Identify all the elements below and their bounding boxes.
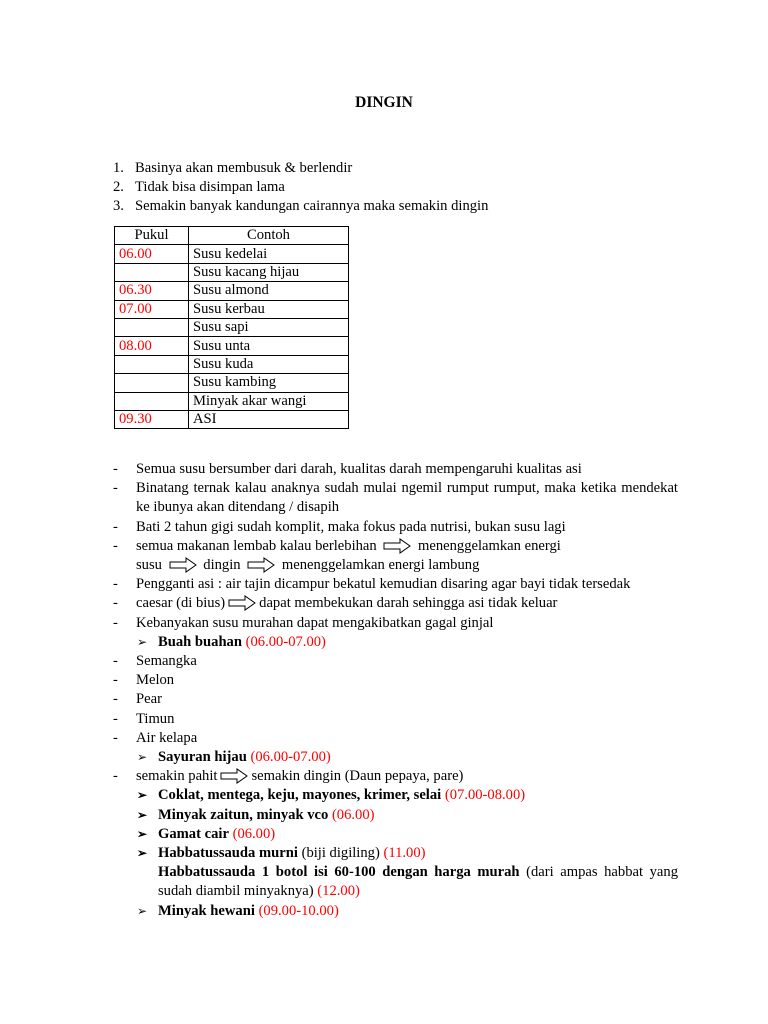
bullet-text: Binatang ternak kalau anaknya sudah mulai ngemil rumput rumput, maka ketika mendekat ke ibunya akan ditendang / disapih (136, 480, 678, 516)
time-cell: 08.00 (115, 337, 189, 355)
table-row (115, 318, 349, 336)
sub-item (113, 902, 678, 921)
right-arrow-icon (247, 557, 275, 573)
sub-item-title: Habbatussauda murni (158, 845, 298, 862)
sub-item-note: (biji digiling) (301, 845, 380, 862)
sub-item (113, 748, 678, 767)
list-item (113, 729, 678, 748)
table-row (115, 355, 349, 373)
time-range: (06.00-07.00) (250, 749, 331, 766)
arrow-bullet-icon: ➢ (137, 846, 148, 861)
bullet-text: Pengganti asi : air tajin dicampur bekatul kemudian disaring agar bayi tidak tersedak (136, 576, 631, 593)
list-item (113, 479, 678, 517)
bullet-text: susu (136, 557, 162, 574)
right-arrow-icon (169, 557, 197, 573)
time-range: (06.00) (232, 825, 276, 842)
time-range: (06.00) (331, 806, 375, 823)
dash-marker: - (113, 537, 118, 554)
fruit-text: Melon (136, 672, 175, 689)
sub-item-continuation (113, 863, 678, 901)
table-header-pukul: Pukul (115, 227, 189, 245)
bullet-text: semakin dingin (Daun pepaya, pare) (251, 768, 464, 785)
time-cell: 06.00 (115, 245, 189, 263)
list-item (113, 767, 678, 786)
example-cell: Susu unta (189, 337, 349, 355)
bullet-text: dingin (203, 557, 241, 574)
list-item (113, 594, 678, 613)
table-row (115, 410, 349, 428)
table-row (115, 245, 349, 263)
sub-item (113, 825, 678, 844)
notes-list (113, 460, 678, 921)
dash-marker: - (113, 614, 118, 631)
table-row (115, 263, 349, 281)
sub-item-note: (dari ampas habbat yang sudah diambil minyaknya) (158, 864, 678, 900)
time-cell (115, 374, 189, 392)
table-header-contoh: Contoh (189, 227, 349, 245)
time-range: (06.00-07.00) (245, 633, 326, 650)
time-cell: 06.30 (115, 282, 189, 300)
time-cell: 09.30 (115, 410, 189, 428)
list-text: Basinya akan membusuk & berlendir (135, 160, 353, 176)
dash-marker: - (113, 480, 118, 497)
dash-marker: - (113, 710, 118, 727)
schedule-table (114, 226, 349, 429)
time-cell (115, 355, 189, 373)
list-item (113, 460, 678, 479)
example-cell: Minyak akar wangi (189, 392, 349, 410)
arrow-bullet-icon: ➢ (137, 807, 148, 822)
sub-item-title: Coklat, mentega, keju, mayones, krimer, selai (158, 787, 442, 804)
list-item (113, 197, 488, 216)
example-cell: Susu kerbau (189, 300, 349, 318)
right-arrow-icon (220, 768, 248, 784)
page-title: DINGIN (355, 94, 413, 111)
fruit-text: Semangka (136, 653, 197, 670)
sub-item-title: Minyak hewani (158, 902, 255, 919)
time-cell: 07.00 (115, 300, 189, 318)
sub-item (113, 786, 678, 805)
bullet-text: Bati 2 tahun gigi sudah komplit, maka fokus pada nutrisi, bukan susu lagi (136, 518, 566, 535)
bullet-text: menenggelamkan energi lambung (281, 557, 480, 574)
list-item (113, 614, 678, 633)
sub-item (113, 633, 678, 652)
dash-marker: - (113, 768, 118, 785)
example-cell: Susu kacang hijau (189, 263, 349, 281)
fruit-text: Air kelapa (136, 729, 198, 746)
list-item (113, 159, 488, 178)
table-row (115, 300, 349, 318)
dash-marker: - (113, 461, 118, 477)
arrow-bullet-icon: ➢ (137, 634, 148, 649)
dash-marker: - (113, 595, 118, 612)
dash-marker: - (113, 729, 118, 746)
example-cell: Susu sapi (189, 318, 349, 336)
list-item (113, 690, 678, 709)
fruit-text: Timun (136, 710, 175, 727)
sub-item-title: Minyak zaitun, minyak vco (158, 806, 329, 823)
bullet-text: semakin pahit (136, 768, 218, 785)
time-cell (115, 392, 189, 410)
sub-item-title: Sayuran hijau (158, 749, 247, 766)
example-cell: Susu kuda (189, 355, 349, 373)
list-item (113, 575, 678, 594)
example-cell: ASI (189, 410, 349, 428)
list-text: Semakin banyak kandungan cairannya maka semakin dingin (135, 198, 489, 215)
bullet-text: semua makanan lembab kalau berlebihan (136, 537, 377, 554)
list-text: Tidak bisa disimpan lama (135, 179, 285, 196)
arrow-bullet-icon: ➢ (137, 750, 148, 765)
dash-marker: - (113, 518, 118, 535)
bullet-text: Semua susu bersumber dari darah, kualitas darah mempengaruhi kualitas asi (136, 461, 582, 477)
numbered-list (113, 159, 488, 217)
example-cell: Susu kambing (189, 374, 349, 392)
time-cell (115, 263, 189, 281)
dash-marker: - (113, 691, 118, 708)
sub-item (113, 844, 678, 863)
time-range: (12.00) (317, 883, 360, 900)
list-number: 3. (113, 198, 124, 215)
list-number: 1. (113, 160, 124, 176)
list-item (113, 537, 678, 556)
list-number: 2. (113, 179, 124, 196)
bullet-continuation (113, 556, 678, 575)
bullet-text: menenggelamkan energi (418, 537, 561, 554)
right-arrow-icon (383, 538, 411, 554)
sub-item (113, 806, 678, 825)
time-range: (07.00-08.00) (444, 787, 526, 804)
table-row (115, 337, 349, 355)
bullet-text: Kebanyakan susu murahan dapat mengakibatkan gagal ginjal (136, 614, 494, 631)
table-row (115, 282, 349, 300)
list-item (113, 518, 678, 537)
arrow-bullet-icon: ➢ (137, 903, 148, 918)
list-item (113, 710, 678, 729)
time-range: (11.00) (383, 845, 426, 862)
fruit-text: Pear (136, 691, 162, 708)
dash-marker: - (113, 672, 118, 689)
list-item (113, 178, 488, 197)
example-cell: Susu kedelai (189, 245, 349, 263)
time-cell (115, 318, 189, 336)
table-row (115, 392, 349, 410)
dash-marker: - (113, 653, 118, 670)
sub-item-title: Buah buahan (158, 633, 242, 650)
arrow-bullet-icon: ➢ (137, 788, 148, 803)
list-item (113, 671, 678, 690)
table-row (115, 374, 349, 392)
sub-item-title: Habbatussauda 1 botol isi 60-100 dengan harga murah (158, 864, 520, 881)
table-header-row (115, 227, 349, 245)
dash-marker: - (113, 576, 118, 593)
right-arrow-icon (228, 595, 256, 611)
list-item (113, 652, 678, 671)
sub-item-title: Gamat cair (158, 825, 229, 842)
time-range: (09.00-10.00) (258, 902, 339, 919)
example-cell: Susu almond (189, 282, 349, 300)
bullet-text: dapat membekukan darah sehingga asi tidak keluar (259, 595, 558, 612)
bullet-text: caesar (di bius) (136, 595, 226, 612)
arrow-bullet-icon: ➢ (137, 826, 148, 841)
